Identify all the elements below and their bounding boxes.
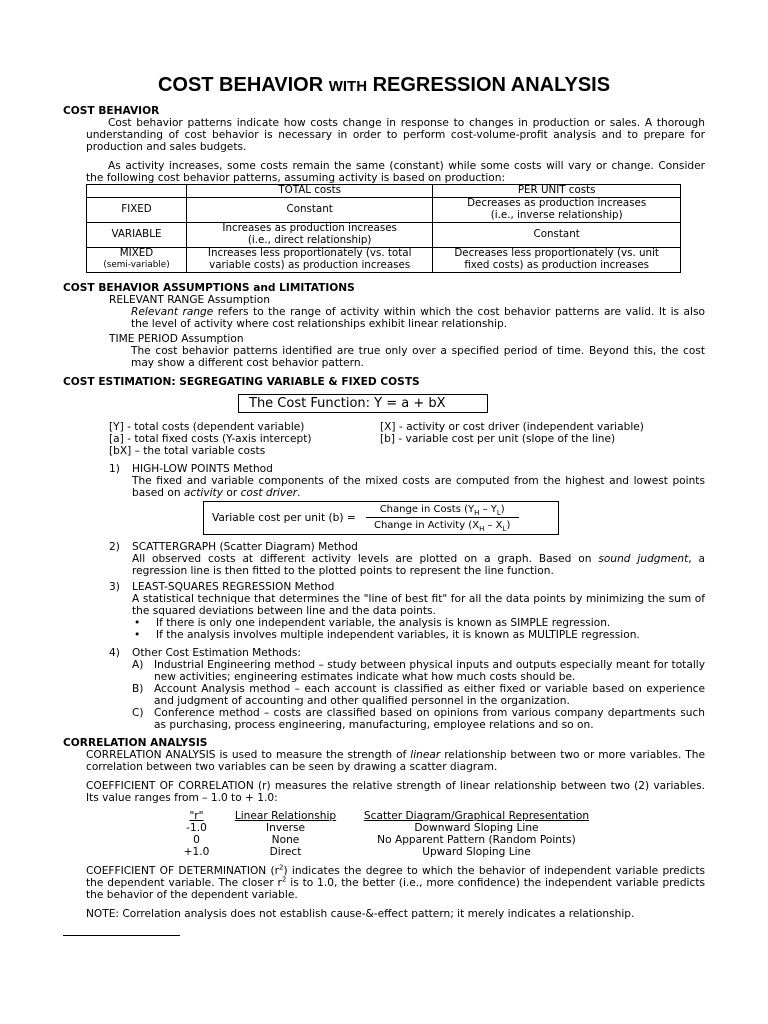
table-header: Scatter Diagram/Graphical Representation (363, 809, 590, 822)
bullet-item: • If the analysis involves multiple independent variables, it is known as MULTIPLE regression. (134, 628, 640, 641)
note: NOTE: Correlation analysis does not establish cause-&-effect pattern; it merely indicates a relationship. (86, 907, 635, 920)
paragraph: Relevant range refers to the range of activity within which the cost behavior patterns are valid. It is also the level of activity where cost relationships exhibit linear relationship. (131, 305, 705, 330)
list-item: 4) Other Cost Estimation Methods: A) Industrial Engineering method – study between physical inputs and outputs especially meant for totally new activities; engineering estimates indicate what how much costs should be. B) Account Analysis method – each account is classified as either fixed or variable based on experience and judgment of accounting and other qualified personnel in the organization. C) Conference method – costs are classified based on opinions from various company departments such as purchasing, process engineering, manufacturing, employee relations and so on. (109, 646, 705, 731)
table-header: "r" (189, 809, 204, 822)
formula-fraction: $\frac{Change in Costs (Y_H - Y_L)}{Change in Activity (X_H - X_L)}$ (366, 504, 519, 532)
paragraph: CORRELATION ANALYSIS is used to measure the strength of linear relationship between two or more variables. The correlation between two variables can be seen by drawing a scatter diagram. (86, 748, 705, 773)
variable-definitions: [Y] - total costs (dependent variable) [X] - activity or cost driver (independent variable) (109, 420, 644, 433)
subheading-time-period: TIME PERIOD Assumption (109, 332, 244, 345)
table-row: +1.0 Direct Upward Sloping Line (183, 845, 531, 858)
list-item: 3) LEAST-SQUARES REGRESSION Method A statistical technique that determines the "line of best fit" for all the data points by minimizing the sum of the squared deviations between line and the data points. • If there is only one independent variable, the analysis is known as SIMPLE regression. • If the analysis involves multiple independent variables, it is known as MULTIPLE regression. (109, 580, 705, 641)
method-title: LEAST-SQUARES REGRESSION Method (132, 580, 335, 593)
subheading-relevant-range: RELEVANT RANGE Assumption (109, 293, 270, 306)
paragraph: COEFFICIENT OF DETERMINATION $(r^2)$ indicates the degree to which the behavior of independent variable predicts the dependent variable. The closer $r^2$ is to 1.0, the better (i.e., more confidence) the independent variable predicts the behavior of the dependent variable. (86, 862, 705, 901)
method-title: HIGH-LOW POINTS Method (132, 462, 273, 475)
table-cell: Increases less proportionately (vs. total variable costs) as production increases (187, 247, 433, 272)
section-heading-estimation: COST ESTIMATION: SEGREGATING VARIABLE & FIXED COSTS (63, 375, 420, 388)
sub-item: B) Account Analysis method – each account is classified as either fixed or variable based on experience and judgment of accounting and other qualified personnel in the organization. (132, 682, 705, 707)
footnote-divider (63, 935, 180, 936)
table-header: TOTAL costs (187, 185, 433, 198)
sub-item: C) Conference method – costs are classified based on opinions from various company departments such as purchasing, process engineering, manufacturing, employee relations and so on. (132, 706, 705, 731)
table-cell: Constant (433, 222, 681, 247)
section-heading-correlation: CORRELATION ANALYSIS (63, 736, 208, 749)
paragraph: The cost behavior patterns identified are true only over a specified period of time. Beyond this, the cost may show a different cost behavior pattern. (131, 344, 705, 369)
table-row: 0 None No Apparent Pattern (Random Points) (193, 833, 576, 846)
bullet-item: • If there is only one independent variable, the analysis is known as SIMPLE regression. (134, 616, 611, 629)
paragraph: As activity increases, some costs remain the same (constant) while some costs will vary or change. Consider the following cost behavior patterns, assuming activity is based on production: (86, 160, 705, 184)
list-item: 1) HIGH-LOW POINTS Method The fixed and variable components of the mixed costs are computed from the highest and lowest points based on activity or cost driver. (109, 462, 705, 499)
list-item: 2) SCATTERGRAPH (Scatter Diagram) Method All observed costs at different activity levels are plotted on a graph. Based on sound judgment, a regression line is then fitted to the plotted points to represent the line function. (109, 540, 705, 577)
method-title: Other Cost Estimation Methods: (132, 646, 301, 659)
paragraph: COEFFICIENT OF CORRELATION (r) measures the relative strength of linear relationship between two (2) variables. Its value ranges from – 1.0 to + 1.0: (86, 779, 705, 804)
table-row-label: VARIABLE (87, 222, 187, 247)
high-low-formula-box: Variable cost per unit (b) = $\frac{Change in Costs (Y_H - Y_L)}{Change in Activity (X_H - X_L)}$ (203, 501, 559, 535)
cost-behavior-table (86, 184, 681, 273)
method-list (63, 463, 705, 731)
table-header: PER UNIT costs (433, 185, 681, 198)
document-page: COST BEHAVIOR WITH REGRESSION ANALYSIS COST BEHAVIOR Cost behavior patterns indicate how costs change in response to changes in production or sales. A thorough understanding of cost behavior is necessary in order to perform cost-volume-profit analysis and to prepare for production and sales budgets. As activity increases, some costs remain the same (constant) while some costs will vary or change. Consider the following cost behavior patterns, assuming activity is based on production: TOTAL costs PER UNIT costs FIXED Constant Decreases as production increases (i.e., inverse relationship) VARIABLE Increases as production increases (i.e., direct relationship) Constant MIXED (semi-variable) Increases less proportionately (vs. total variable costs) as production increases Decreases less proportionately (vs. unit fixed costs) as production increases COST BEHAVIOR ASSUMPTIONS and LIMITATIONS RELEVANT RANGE Assumption Relevant range refers to the range of activity within which the cost behavior patterns are valid. It is also the level of activity where cost relationships exhibit linear relationship. TIME PERIOD Assumption The cost behavior patterns identified are true only over a specified period of time. Beyond this, the cost may show a different cost behavior pattern. COST ESTIMATION: SEGREGATING VARIABLE & FIXED COSTS The Cost Function: Y = a + bX [Y] - total costs (dependent variable) [X] - activity or cost driver (independent variable) [a] - total fixed costs (Y-axis intercept) [b] - variable cost per unit (slope of the line) [bX] – the total variable costs 1) HIGH-LOW POINTS Method The fixed and variable components of the mixed costs are computed from the highest and lowest points based on activity or cost driver. Variable cost per unit (b) = $\frac{Change in Costs (Y_H - Y_L)}{Change in Activity (X_H - X_L)}$ 2) SCATTERGRAPH (Scatter Diagram) Method All observed costs at different activity levels are plotted on a graph. Based on sound judgment, a regression line is then fitted to the plotted points to represent the line function. 3) LEAST-SQUARES REGRESSION Method A statistical technique that determines the "line of best fit" for all the data points by minimizing the sum of the squared deviations between line and the data points. • If there is only one independent variable, the analysis is known as SIMPLE regression. • If the analysis involves multiple independent variables, it is known as MULTIPLE regression. 4) Other Cost Estimation Methods: A) Industrial Engineering method – study between physical inputs and outputs especially meant for totally new activities; engineering estimates indicate what how much costs should be. B) Account Analysis method – each account is classified as either fixed or variable based on experience and judgment of accounting and other qualified personnel in the organization. C) Conference method – costs are classified based on opinions from various company departments such as purchasing, process engineering, manufacturing, employee relations and so on. CORRELATION ANALYSIS CORRELATION ANALYSIS is used to measure the strength of linear relationship between two or more variables. The correlation between two variables can be seen by drawing a scatter diagram. COEFFICIENT OF CORRELATION (r) measures the relative strength of linear relationship between two (2) variables. Its value ranges from – 1.0 to + 1.0: "r" Linear Relationship Scatter Diagram/Graphical Representation -1.0 Inverse Downward Sloping Line 0 None No Apparent Pattern (Random Points) +1.0 Direct Upward Sloping Line COEFFICIENT OF DETERMINATION $(r^2)$ indicates the degree to which the behavior of independent variable predicts the dependent variable. The closer $r^2$ is to 1.0, the better (i.e., more confidence) the independent variable predicts the behavior of the dependent variable. NOTE: Correlation analysis does not establish cause-&-effect pattern; it merely indicates a relationship. (63, 0, 705, 920)
paragraph: Cost behavior patterns indicate how costs change in response to changes in production or sales. A thorough understanding of cost behavior is necessary in order to perform cost-volume-profit analysis and to prepare for production and sales budgets. (86, 117, 705, 153)
table-cell: Decreases less proportionately (vs. unit fixed costs) as production increases (433, 247, 681, 272)
section-heading-cost-behavior: COST BEHAVIOR (63, 105, 160, 117)
page-title: COST BEHAVIOR WITH REGRESSION ANALYSIS (157, 74, 611, 96)
table-row-label: FIXED (87, 197, 187, 222)
sub-item: A) Industrial Engineering method – study between physical inputs and outputs especially meant for totally new activities; engineering estimates indicate what how much costs should be. (132, 658, 705, 683)
table-header: Linear Relationship (234, 809, 337, 822)
table-row: -1.0 Inverse Downward Sloping Line (186, 821, 539, 834)
table-cell: Constant (187, 197, 433, 222)
cost-function-box: The Cost Function: Y = a + bX (238, 394, 488, 413)
method-title: SCATTERGRAPH (Scatter Diagram) Method (132, 540, 358, 553)
table-cell: Decreases as production increases (i.e., inverse relationship) (433, 197, 681, 222)
section-heading-assumptions: COST BEHAVIOR ASSUMPTIONS and LIMITATIONS (63, 281, 355, 294)
table-row-label: MIXED (semi-variable) (87, 247, 187, 272)
correlation-table (173, 810, 602, 858)
table-cell: Increases as production increases (i.e., direct relationship) (187, 222, 433, 247)
